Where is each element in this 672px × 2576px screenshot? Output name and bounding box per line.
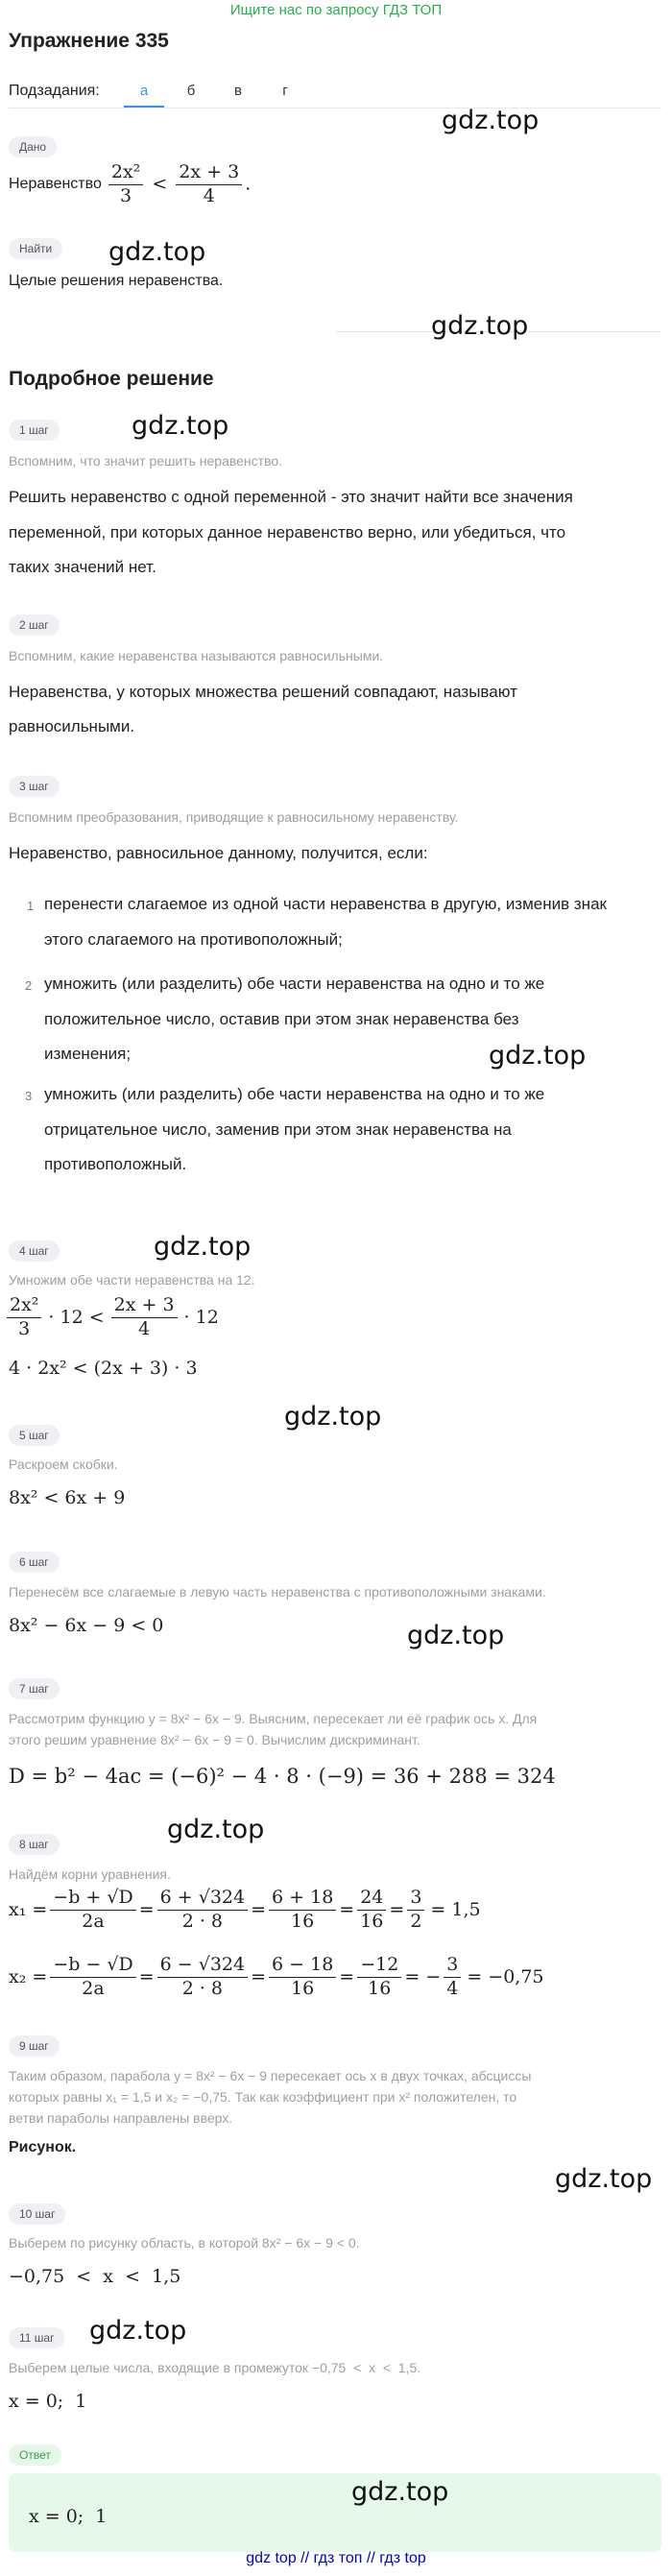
x1-f5-den: 2	[410, 1910, 422, 1932]
step-1-line-2: переменной, при которых данное неравенство верно, или убедиться, что	[9, 523, 566, 542]
step-6-hint: Перенесём все слагаемые в левую часть неравенства с противоположными знаками.	[9, 1584, 546, 1600]
list-item-2-line-3: изменения;	[44, 1045, 132, 1063]
step-9-hint-2: которых равны x₁ = 1,5 и x₂ = −0,75. Так как коэффициент при x² положителен, то	[9, 2089, 517, 2105]
step-2-line-2: равносильными.	[9, 717, 135, 735]
list-number: 3	[25, 1089, 33, 1103]
x2-f3-num: 6 − 18	[269, 1954, 336, 1978]
page-title: Упражнение 335	[9, 30, 169, 52]
step-6-pill: 6 шаг	[9, 1552, 60, 1573]
step-1-line-3: таких значений нет.	[9, 558, 156, 576]
answer-pill: Ответ	[9, 2444, 61, 2466]
step-9-hint-1: Таким образом, парабола y = 8x² − 6x − 9 пересекает ось x в двух точках, абсциссы	[9, 2068, 532, 2083]
tab-a[interactable]: а	[139, 83, 149, 99]
figure-label: Рисунок.	[9, 2139, 77, 2155]
step-4-frac1-den: 3	[18, 1317, 31, 1339]
footer-sep: //	[366, 2550, 375, 2566]
step-5-hint: Раскроем скобки.	[9, 1457, 118, 1472]
step-4-end: · 12	[183, 1307, 219, 1329]
step-1-line-1: Решить неравенство с одной переменной - это значит найти все значения	[9, 488, 573, 506]
step-11-math: x = 0; 1	[9, 2391, 87, 2412]
step-5-pill: 5 шаг	[9, 1425, 60, 1446]
watermark: gdz.top	[407, 1621, 505, 1650]
step-9-pill: 9 шаг	[9, 2035, 60, 2057]
watermark: gdz.top	[108, 237, 206, 267]
step-8-pill: 8 шаг	[9, 1834, 60, 1855]
x1-f4-num: 24	[357, 1887, 386, 1911]
step-3-pill: 3 шаг	[9, 776, 60, 797]
footer-link-2[interactable]: гдз топ	[313, 2550, 363, 2566]
given-statement	[9, 161, 251, 208]
given-end: .	[245, 173, 252, 195]
step-2-line-1: Неравенства, у которых множества решений совпадают, называют	[9, 683, 517, 701]
x2-f5-num: 3	[444, 1954, 461, 1978]
x2-f5-den: 4	[446, 1977, 459, 1999]
watermark: gdz.top	[351, 2477, 449, 2507]
step-4-frac1-num: 2x²	[7, 1294, 41, 1318]
step-7-math: D = b² − 4ac = (−6)² − 4 · 8 · (−9) = 36 + 288 = 324	[9, 1765, 556, 1788]
watermark: gdz.top	[431, 311, 529, 341]
x2-f1-den: 2a	[82, 1977, 105, 1999]
step-7-hint-1: Рассмотрим функцию y = 8x² − 6x − 9. Выясним, пересекает ли её график ось x. Для	[9, 1711, 538, 1726]
step-4-mid: · 12 <	[48, 1307, 105, 1329]
x1-f2-den: 2 · 8	[181, 1910, 224, 1932]
step-8-x1: x₁ = $\frac{-b + √D}{2a}$ = $\frac{6 + √324}{2 \cdot 8}$ = $\frac{6 + 18}{16}$ = $\frac{24}{16}$ = $\frac{3}{2}$ = 1,5	[9, 1887, 481, 1932]
list-item-3-line-3: противоположный.	[44, 1155, 187, 1173]
x2-f4-den: 16	[368, 1977, 392, 1999]
step-3-intro: Неравенство, равносильное данному, получится, если:	[9, 844, 428, 862]
x2-f4-num: −12	[357, 1954, 401, 1978]
given-rhs-den: 4	[203, 184, 215, 206]
x1-f1-num: −b + √D	[50, 1887, 135, 1911]
step-8-x2: x₂ = $\frac{-b - √D}{2a}$ = $\frac{6 - √324}{2 \cdot 8}$ = $\frac{6 - 18}{16}$ = $\frac{-12}{16}$ = − $\frac{3}{4}$ = −0,75	[9, 1954, 544, 1999]
watermark: gdz.top	[489, 1041, 587, 1071]
find-text: Целые решения неравенства.	[9, 273, 224, 289]
step-10-math: −0,75 < x < 1,5	[9, 2266, 181, 2287]
step-10-pill: 10 шаг	[9, 2203, 65, 2225]
list-item-1-line-1: перенести слагаемое из одной части неравенства в другую, изменив знак	[44, 895, 607, 913]
find-pill: Найти	[9, 238, 62, 259]
step-11-hint: Выберем целые числа, входящие в промежуток −0,75 < x < 1,5.	[9, 2360, 421, 2375]
tab-b[interactable]: б	[186, 83, 196, 99]
step-2-hint: Вспомним, какие неравенства называются равносильными.	[9, 648, 384, 663]
list-number: 2	[25, 978, 33, 993]
step-4-math-line-2: 4 · 2x² < (2x + 3) · 3	[9, 1358, 198, 1379]
footer-links	[0, 2550, 672, 2567]
list-item-3-line-2: отрицательное число, заменив при этом знак неравенства на	[44, 1120, 512, 1139]
list-item-2-line-1: умножить (или разделить) обе части неравенства на одно и то же	[44, 975, 545, 993]
step-1-pill: 1 шаг	[9, 420, 60, 441]
x1-f2-num: 6 + √324	[157, 1887, 248, 1911]
watermark: gdz.top	[132, 411, 229, 441]
list-item-3-line-1: умножить (или разделить) обе части неравенства на одно и то же	[44, 1085, 545, 1103]
answer-math: x = 0; 1	[29, 2506, 108, 2527]
step-2-pill: 2 шаг	[9, 614, 60, 636]
given-op: <	[152, 173, 168, 195]
given-rhs-num: 2x + 3	[176, 161, 242, 185]
list-number: 1	[27, 899, 35, 913]
subtasks-label: Подзадания:	[9, 83, 100, 99]
step-4-hint: Умножим обе части неравенства на 12.	[9, 1272, 255, 1288]
step-4-frac2-num: 2x + 3	[111, 1294, 178, 1318]
step-11-pill: 11 шаг	[9, 2327, 64, 2348]
x2-f3-den: 16	[291, 1977, 315, 1999]
footer-link-1[interactable]: gdz top	[246, 2550, 297, 2566]
tab-g[interactable]: г	[282, 83, 288, 99]
tab-v[interactable]: в	[234, 83, 242, 99]
given-pill: Дано	[9, 136, 57, 157]
step-6-math: 8x² − 6x − 9 < 0	[9, 1615, 164, 1636]
watermark: gdz.top	[167, 1815, 265, 1844]
x1-f5-num: 3	[407, 1887, 424, 1911]
solution-title: Подробное решение	[9, 368, 214, 390]
x2-f2-den: 2 · 8	[181, 1977, 224, 1999]
x1-f3-num: 6 + 18	[269, 1887, 336, 1911]
step-4-pill: 4 шаг	[9, 1240, 60, 1262]
step-4-math-line-1	[4, 1294, 219, 1341]
x1-lhs: x₁ =	[9, 1899, 48, 1921]
given-inequality	[106, 161, 251, 208]
x2-end: = −0,75	[467, 1966, 544, 1988]
footer-link-3[interactable]: гдз top	[379, 2550, 426, 2566]
watermark: gdz.top	[555, 2164, 653, 2194]
list-item-2-line-2: положительное число, оставив при этом знак неравенства без	[44, 1010, 519, 1028]
step-5-math: 8x² < 6x + 9	[9, 1487, 126, 1508]
step-4-frac2-den: 4	[138, 1317, 151, 1339]
step-9-hint-3: ветви параболы направлены вверх.	[9, 2110, 233, 2126]
given-prefix: Неравенство	[9, 176, 102, 193]
given-lhs-den: 3	[120, 184, 132, 206]
x1-f1-den: 2a	[82, 1910, 105, 1932]
active-tab-indicator	[124, 106, 164, 108]
step-7-pill: 7 шаг	[9, 1678, 60, 1699]
x1-f4-den: 16	[360, 1910, 384, 1932]
watermark: gdz.top	[442, 106, 540, 135]
watermark: gdz.top	[284, 1402, 382, 1432]
footer-sep: //	[300, 2550, 310, 2566]
watermark: gdz.top	[89, 2316, 187, 2346]
x1-f3-den: 16	[291, 1910, 315, 1932]
x2-lhs: x₂ =	[9, 1966, 48, 1988]
step-8-hint: Найдём корни уравнения.	[9, 1866, 171, 1882]
x2-f2-num: 6 − √324	[157, 1954, 248, 1978]
given-lhs-num: 2x²	[108, 161, 143, 185]
step-7-hint-2: этого решим уравнение 8x² − 6x − 9 = 0. Вычислим дискриминант.	[9, 1732, 420, 1747]
step-1-hint: Вспомним, что значит решить неравенство.	[9, 453, 283, 469]
x1-end: = 1,5	[430, 1899, 481, 1921]
watermark: gdz.top	[154, 1232, 252, 1262]
x2-f1-num: −b − √D	[50, 1954, 135, 1978]
step-10-hint: Выберем по рисунку область, в которой 8x² − 6x − 9 < 0.	[9, 2235, 360, 2251]
top-banner: Ищите нас по запросу ГДЗ ТОП	[229, 2, 443, 18]
step-3-hint: Вспомним преобразования, приводящие к равносильному неравенству.	[9, 809, 459, 825]
list-item-1-line-2: этого слагаемого на противоположный;	[44, 930, 343, 949]
